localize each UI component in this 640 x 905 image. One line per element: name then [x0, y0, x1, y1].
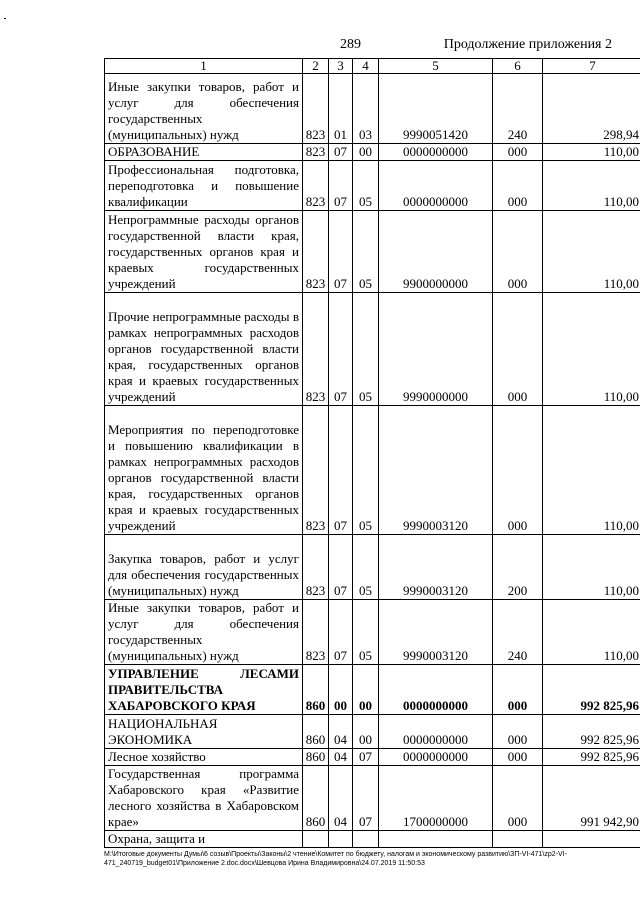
subsection-code: 00 [353, 665, 379, 715]
column-number: 1 [105, 59, 303, 74]
row-name: УПРАВЛЕНИЕ ЛЕСАМИ ПРАВИТЕЛЬСТВА ХАБАРОВСКОГО КРАЯ [105, 665, 303, 715]
target-article-code: 9990003120 [379, 535, 493, 600]
expense-type-code: 000 [493, 161, 543, 211]
corner-mark [4, 18, 6, 19]
amount: 991 942,90 [543, 766, 640, 831]
table-row [105, 74, 640, 144]
ved-code: 823 [303, 161, 329, 211]
amount: 992 825,96 [543, 715, 640, 749]
section-code: 07 [329, 600, 353, 665]
column-number: 3 [329, 59, 353, 74]
target-article-code: 0000000000 [379, 749, 493, 766]
row-name: Профессиональная подготовка, переподготовка и повышение квалификации [105, 161, 303, 211]
target-article-code: 0000000000 [379, 715, 493, 749]
section-code: 07 [329, 406, 353, 535]
target-article-code: 0000000000 [379, 161, 493, 211]
section-code: 07 [329, 144, 353, 161]
ved-code: 823 [303, 144, 329, 161]
ved-code: 860 [303, 665, 329, 715]
expense-type-code: 000 [493, 144, 543, 161]
subsection-code: 05 [353, 293, 379, 406]
row-name: Закупка товаров, работ и услуг для обеспечения государственных (муниципальных) нужд [105, 535, 303, 600]
ved-code: 860 [303, 749, 329, 766]
column-number-row [105, 59, 640, 74]
subsection-code: 05 [353, 161, 379, 211]
subsection-code: 05 [353, 211, 379, 293]
table-row [105, 144, 640, 161]
expense-type-code: 000 [493, 211, 543, 293]
amount [543, 831, 640, 848]
section-code: 07 [329, 535, 353, 600]
table-row [105, 766, 640, 831]
section-code: 07 [329, 161, 353, 211]
amount: 110,00 [543, 600, 640, 665]
target-article-code [379, 831, 493, 848]
section-code [329, 831, 353, 848]
subsection-code: 00 [353, 144, 379, 161]
amount: 110,00 [543, 211, 640, 293]
budget-table [104, 58, 640, 848]
table-row [105, 406, 640, 535]
subsection-code: 07 [353, 749, 379, 766]
section-code: 07 [329, 211, 353, 293]
expense-type-code: 000 [493, 766, 543, 831]
target-article-code: 9990051420 [379, 74, 493, 144]
row-name: Государственная программа Хабаровского края «Развитие лесного хозяйства в Хабаровском крае» [105, 766, 303, 831]
table-row [105, 831, 640, 848]
table-row [105, 600, 640, 665]
row-name: НАЦИОНАЛЬНАЯ ЭКОНОМИКА [105, 715, 303, 749]
table-row [105, 535, 640, 600]
subsection-code: 05 [353, 535, 379, 600]
ved-code: 823 [303, 600, 329, 665]
subsection-code: 00 [353, 715, 379, 749]
row-name: Прочие непрограммные расходы в рамках непрограммных расходов органов государственной власти края, государственных органов края и краевых государственных учреждений [105, 293, 303, 406]
table-row [105, 665, 640, 715]
ved-code: 860 [303, 766, 329, 831]
section-code: 04 [329, 715, 353, 749]
table-row [105, 211, 640, 293]
target-article-code: 0000000000 [379, 665, 493, 715]
column-number: 7 [543, 59, 640, 74]
ved-code: 823 [303, 74, 329, 144]
column-number: 6 [493, 59, 543, 74]
amount: 110,00 [543, 406, 640, 535]
expense-type-code: 200 [493, 535, 543, 600]
target-article-code: 9990003120 [379, 600, 493, 665]
table-row [105, 715, 640, 749]
expense-type-code: 240 [493, 600, 543, 665]
section-code: 07 [329, 293, 353, 406]
ved-code: 823 [303, 535, 329, 600]
column-number: 4 [353, 59, 379, 74]
column-number: 5 [379, 59, 493, 74]
row-name: ОБРАЗОВАНИЕ [105, 144, 303, 161]
table-row [105, 749, 640, 766]
expense-type-code: 000 [493, 715, 543, 749]
ved-code: 823 [303, 211, 329, 293]
ved-code: 860 [303, 715, 329, 749]
amount: 298,94 [543, 74, 640, 144]
row-name: Лесное хозяйство [105, 749, 303, 766]
page-number: 289 [340, 37, 361, 52]
row-name: Иные закупки товаров, работ и услуг для обеспечения государственных (муниципальных) нужд [105, 74, 303, 144]
amount: 110,00 [543, 144, 640, 161]
section-code: 01 [329, 74, 353, 144]
amount: 110,00 [543, 293, 640, 406]
target-article-code: 9990000000 [379, 293, 493, 406]
row-name: Мероприятия по переподготовке и повышению квалификации в рамках непрограммных расходов органов государственной власти края, государственных органов края и краевых государственных учреждений [105, 406, 303, 535]
target-article-code: 9900000000 [379, 211, 493, 293]
amount: 992 825,96 [543, 665, 640, 715]
amount: 110,00 [543, 535, 640, 600]
subsection-code: 07 [353, 766, 379, 831]
ved-code: 823 [303, 406, 329, 535]
column-number: 2 [303, 59, 329, 74]
expense-type-code: 000 [493, 293, 543, 406]
subsection-code [353, 831, 379, 848]
amount: 992 825,96 [543, 749, 640, 766]
subsection-code: 05 [353, 406, 379, 535]
expense-type-code: 000 [493, 749, 543, 766]
subsection-code: 05 [353, 600, 379, 665]
subsection-code: 03 [353, 74, 379, 144]
table-row [105, 161, 640, 211]
target-article-code: 1700000000 [379, 766, 493, 831]
ved-code: 823 [303, 293, 329, 406]
expense-type-code: 000 [493, 406, 543, 535]
row-name: Охрана, защита и [105, 831, 303, 848]
expense-type-code [493, 831, 543, 848]
section-code: 04 [329, 766, 353, 831]
table-row [105, 293, 640, 406]
amount: 110,00 [543, 161, 640, 211]
section-code: 04 [329, 749, 353, 766]
target-article-code: 9990003120 [379, 406, 493, 535]
target-article-code: 0000000000 [379, 144, 493, 161]
expense-type-code: 240 [493, 74, 543, 144]
document-file-path: M:\Итоговые документы Думы\6 созыв\Проекты\Законы\2 чтение\Комитет по бюджету, налогам и экономическому развитию\ЗП-VI-471\zp2-VI-471_240719_budget01\Приложение 2.doc.docx\Шевцова Ирина Владимировна\24.07.2019 11:50:53 [104, 851, 567, 867]
row-name: Непрограммные расходы органов государственной власти края, государственных органов края и краевых государственных учреждений [105, 211, 303, 293]
row-name: Иные закупки товаров, работ и услуг для обеспечения государственных (муниципальных) нужд [105, 600, 303, 665]
ved-code [303, 831, 329, 848]
expense-type-code: 000 [493, 665, 543, 715]
continuation-label: Продолжение приложения 2 [443, 37, 612, 52]
section-code: 00 [329, 665, 353, 715]
